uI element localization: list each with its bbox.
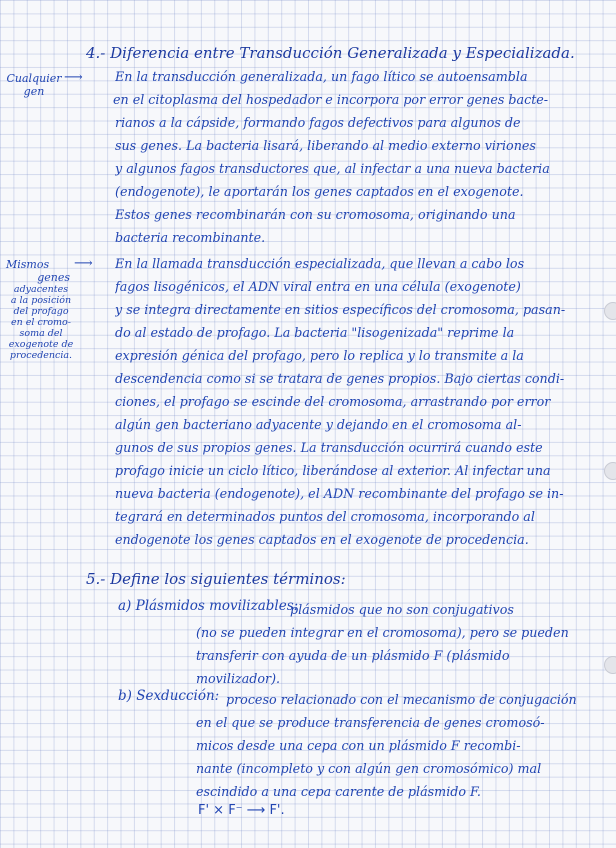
margin-note-2: [4, 258, 78, 361]
arrow-icon: ⟶: [64, 70, 83, 85]
text-line: plásmidos que no son conjugativos: [290, 602, 514, 617]
margin-note-line: genes: [37, 271, 70, 284]
text-line: ciones, el profago se escinde del cromosoma, arrastrando por error: [115, 394, 551, 409]
section-5-title: 5.- Define los siguientes términos:: [86, 570, 346, 588]
margin-note-line: gen: [23, 85, 45, 98]
margin-note-1: [4, 72, 64, 98]
text-line: gunos de sus propios genes. La transducción ocurrirá cuando este: [115, 440, 543, 455]
text-line: (endogenote), le aportarán los genes captados en el exogenote.: [115, 184, 524, 199]
text-line: y algunos fagos transductores que, al infectar a una nueva bacteria: [115, 161, 550, 176]
arrow-icon: ⟶: [74, 256, 93, 271]
text-line: Estos genes recombinarán con su cromosoma, originando una: [115, 207, 516, 222]
margin-note-line: Cualquier: [6, 72, 62, 85]
margin-note-line: exogenote de: [8, 339, 74, 350]
binder-hole: [604, 656, 616, 674]
text-line: nueva bacteria (endogenote), el ADN recombinante del profago se in-: [115, 486, 564, 501]
text-line: En la llamada transducción especializada, que llevan a cabo los: [115, 256, 525, 271]
margin-note-line: Mismos: [6, 258, 50, 271]
margin-note-line: adyacentes: [13, 284, 69, 295]
text-line: tegrará en determinados puntos del cromosoma, incorporando al: [115, 509, 535, 524]
text-line: proceso relacionado con el mecanismo de conjugación: [226, 692, 577, 707]
text-line: fagos lisogénicos, el ADN viral entra en una célula (exogenote): [115, 279, 521, 294]
margin-note-line: del profago: [13, 306, 69, 317]
term-a-definition-first: [290, 598, 514, 621]
paragraph-specialized: [115, 252, 565, 551]
binder-hole: [604, 462, 616, 480]
margin-note-line: procedencia.: [9, 350, 73, 361]
text-line: y se integra directamente en sitios específicos del cromosoma, pasan-: [115, 302, 565, 317]
text-line: micos desde una cepa con un plásmido F recombi-: [196, 738, 521, 753]
text-line: expresión génica del profago, pero lo replica y lo transmite a la: [115, 348, 524, 363]
term-b-label: b) Sexducción:: [118, 688, 220, 704]
text-line: rianos a la cápside, formando fagos defectivos para algunos de: [115, 115, 521, 130]
text-line: algún gen bacteriano adyacente y dejando en el cromosoma al-: [115, 417, 522, 432]
margin-note-line: en el cromo-: [11, 317, 71, 328]
term-a-label: a) Plásmidos movilizables:: [118, 598, 299, 614]
text-line: En la transducción generalizada, un fago lítico se autoensambla: [115, 69, 528, 84]
margin-note-line: soma del: [19, 328, 63, 339]
text-line: en el citoplasma del hospedador e incorpora por error genes bacte-: [113, 92, 549, 107]
binder-hole: [604, 302, 616, 320]
text-line: do al estado de profago. La bacteria "lisogenizada" reprime la: [115, 325, 515, 340]
text-line: sus genes. La bacteria lisará, liberando al medio externo viriones: [115, 138, 536, 153]
text-line: (no se pueden integrar en el cromosoma), pero se pueden: [196, 625, 569, 640]
term-a-definition: [196, 621, 569, 690]
text-line: en el que se produce transferencia de genes cromosó-: [196, 715, 545, 730]
margin-note-line: a la posición: [10, 295, 72, 306]
term-b-definition-first: [226, 688, 577, 711]
sexduction-formula: F' × F⁻ ⟶ F'.: [198, 803, 285, 818]
section-4-title: 4.- Diferencia entre Transducción Generalizada y Especializada.: [86, 44, 575, 62]
text-line: descendencia como si se tratara de genes propios. Bajo ciertas condi-: [115, 371, 565, 386]
text-line: movilizador).: [196, 671, 281, 686]
text-line: endogenote los genes captados en el exogenote de procedencia.: [115, 532, 529, 547]
term-b-definition: [196, 711, 545, 803]
text-line: bacteria recombinante.: [115, 230, 266, 245]
text-line: profago inicie un ciclo lítico, liberándose al exterior. Al infectar una: [115, 463, 551, 478]
paragraph-generalized: [115, 65, 565, 249]
text-line: nante (incompleto y con algún gen cromosómico) mal: [196, 761, 542, 776]
text-line: escindido a una cepa carente de plásmido F.: [196, 784, 481, 799]
text-line: transferir con ayuda de un plásmido F (plásmido: [196, 648, 510, 663]
